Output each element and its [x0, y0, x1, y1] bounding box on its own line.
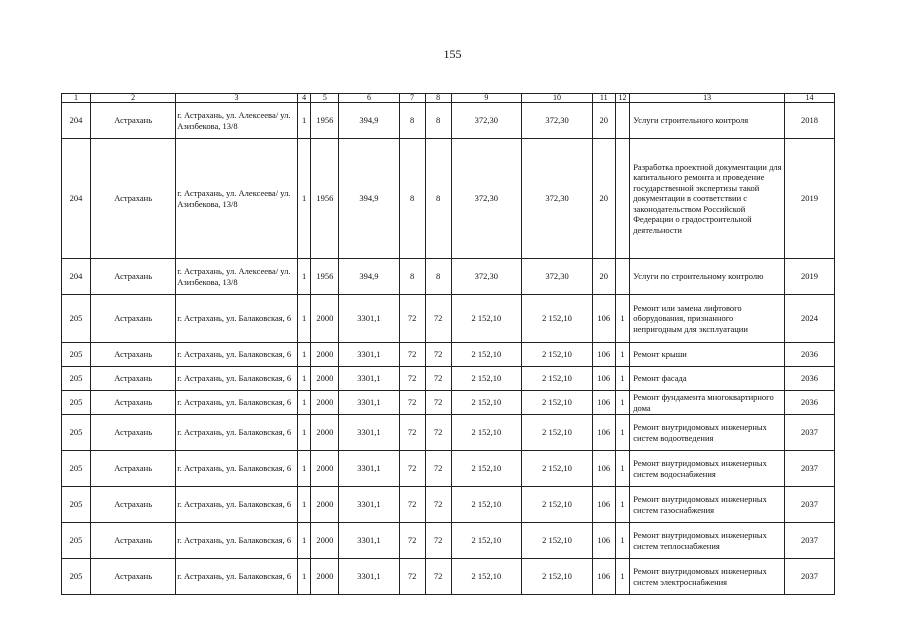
col-8-cell: 72: [425, 391, 451, 415]
row-number-cell: 205: [62, 415, 91, 451]
col-7-cell: 72: [399, 415, 425, 451]
total-area-cell: 3301,1: [339, 415, 399, 451]
total-area-cell: 3301,1: [339, 391, 399, 415]
area-value-2-cell: 372,30: [522, 139, 593, 259]
address-cell: г. Астрахань, ул. Балаковская, 6: [176, 415, 298, 451]
table-row: [62, 523, 835, 559]
column-number: 2: [91, 94, 176, 103]
table-row: [62, 391, 835, 415]
area-value-2-cell: 2 152,10: [522, 343, 593, 367]
col-7-cell: 8: [399, 139, 425, 259]
row-number-cell: 204: [62, 103, 91, 139]
area-value-2-cell: 2 152,10: [522, 523, 593, 559]
year-cell: 2037: [785, 559, 835, 595]
col-4-cell: 1: [297, 391, 311, 415]
area-value-1-cell: 372,30: [451, 103, 522, 139]
area-value-2-cell: 2 152,10: [522, 295, 593, 343]
area-value-1-cell: 2 152,10: [451, 391, 522, 415]
col-12-cell: 1: [615, 523, 630, 559]
address-cell: г. Астрахань, ул. Алексеевa/ ул. Азизбекова, 13/8: [176, 259, 298, 295]
work-type-cell: Ремонт фасада: [630, 367, 785, 391]
municipality-cell: Астрахань: [91, 559, 176, 595]
municipality-cell: Астрахань: [91, 139, 176, 259]
row-number-cell: 205: [62, 487, 91, 523]
work-type-cell: Разработка проектной документации для капитального ремонта и проведение государственной экспертизы такой документации в соответствии с законодательством Российской Федерации о градостроительной деятельности: [630, 139, 785, 259]
column-number: 11: [592, 94, 615, 103]
residents-count-cell: 106: [592, 343, 615, 367]
column-number: 8: [425, 94, 451, 103]
total-area-cell: 394,9: [339, 103, 399, 139]
column-number: 12: [615, 94, 630, 103]
year-built-cell: 2000: [311, 523, 339, 559]
column-number: 6: [339, 94, 399, 103]
residents-count-cell: 106: [592, 391, 615, 415]
table-row: [62, 451, 835, 487]
col-8-cell: 72: [425, 415, 451, 451]
address-cell: г. Астрахань, ул. Балаковская, 6: [176, 367, 298, 391]
col-4-cell: 1: [297, 343, 311, 367]
work-type-cell: Ремонт фундамента многоквартирного дома: [630, 391, 785, 415]
area-value-2-cell: 2 152,10: [522, 367, 593, 391]
year-cell: 2019: [785, 139, 835, 259]
address-cell: г. Астрахань, ул. Алексеева/ ул. Азизбекова, 13/8: [176, 139, 298, 259]
area-value-1-cell: 2 152,10: [451, 295, 522, 343]
col-8-cell: 72: [425, 451, 451, 487]
total-area-cell: 3301,1: [339, 487, 399, 523]
row-number-cell: 205: [62, 523, 91, 559]
col-7-cell: 72: [399, 295, 425, 343]
column-number: 1: [62, 94, 91, 103]
col-12-cell: 1: [615, 391, 630, 415]
area-value-2-cell: 2 152,10: [522, 391, 593, 415]
year-built-cell: 2000: [311, 415, 339, 451]
year-cell: 2037: [785, 487, 835, 523]
municipality-cell: Астрахань: [91, 259, 176, 295]
col-7-cell: 8: [399, 103, 425, 139]
row-number-cell: 205: [62, 367, 91, 391]
total-area-cell: 3301,1: [339, 523, 399, 559]
year-built-cell: 1956: [311, 259, 339, 295]
column-number: 3: [176, 94, 298, 103]
municipality-cell: Астрахань: [91, 487, 176, 523]
municipality-cell: Астрахань: [91, 295, 176, 343]
row-number-cell: 204: [62, 139, 91, 259]
col-4-cell: 1: [297, 103, 311, 139]
residents-count-cell: 20: [592, 103, 615, 139]
col-12-cell: 1: [615, 451, 630, 487]
work-type-cell: Ремонт внутридомовых инженерных систем теплоснабжения: [630, 523, 785, 559]
area-value-1-cell: 372,30: [451, 259, 522, 295]
year-built-cell: 2000: [311, 343, 339, 367]
col-8-cell: 72: [425, 559, 451, 595]
col-12-cell: 1: [615, 487, 630, 523]
work-type-cell: Услуги по строительному контролю: [630, 259, 785, 295]
page-number: 155: [443, 47, 462, 61]
row-number-cell: 205: [62, 343, 91, 367]
year-built-cell: 1956: [311, 103, 339, 139]
total-area-cell: 3301,1: [339, 451, 399, 487]
area-value-1-cell: 372,30: [451, 139, 522, 259]
municipality-cell: Астрахань: [91, 415, 176, 451]
col-7-cell: 72: [399, 367, 425, 391]
column-number: 7: [399, 94, 425, 103]
address-cell: г. Астрахань, ул. Алексеевa/ ул. Азизбекова, 13/8: [176, 103, 298, 139]
col-4-cell: 1: [297, 415, 311, 451]
year-cell: 2037: [785, 451, 835, 487]
year-built-cell: 1956: [311, 139, 339, 259]
col-12-cell: [615, 259, 630, 295]
col-12-cell: 1: [615, 367, 630, 391]
row-number-cell: 204: [62, 259, 91, 295]
year-built-cell: 2000: [311, 367, 339, 391]
residents-count-cell: 106: [592, 487, 615, 523]
year-cell: 2036: [785, 367, 835, 391]
total-area-cell: 3301,1: [339, 367, 399, 391]
col-7-cell: 72: [399, 487, 425, 523]
municipality-cell: Астрахань: [91, 103, 176, 139]
col-12-cell: 1: [615, 295, 630, 343]
col-8-cell: 72: [425, 295, 451, 343]
area-value-2-cell: 2 152,10: [522, 559, 593, 595]
year-built-cell: 2000: [311, 487, 339, 523]
total-area-cell: 3301,1: [339, 295, 399, 343]
municipality-cell: Астрахань: [91, 391, 176, 415]
area-value-1-cell: 2 152,10: [451, 451, 522, 487]
area-value-2-cell: 372,30: [522, 103, 593, 139]
year-cell: 2036: [785, 343, 835, 367]
column-number: 9: [451, 94, 522, 103]
total-area-cell: 3301,1: [339, 343, 399, 367]
table-body: [62, 94, 835, 595]
area-value-2-cell: 2 152,10: [522, 487, 593, 523]
table-row: [62, 367, 835, 391]
col-4-cell: 1: [297, 139, 311, 259]
table-row: [62, 139, 835, 259]
col-7-cell: 8: [399, 259, 425, 295]
work-type-cell: Ремонт внутридомовых инженерных систем водоотведения: [630, 415, 785, 451]
municipality-cell: Астрахань: [91, 343, 176, 367]
col-7-cell: 72: [399, 391, 425, 415]
table-row: [62, 103, 835, 139]
col-4-cell: 1: [297, 367, 311, 391]
municipality-cell: Астрахань: [91, 451, 176, 487]
col-4-cell: 1: [297, 259, 311, 295]
work-type-cell: Ремонт внутридомовых инженерных систем газоснабжения: [630, 487, 785, 523]
area-value-1-cell: 2 152,10: [451, 415, 522, 451]
year-cell: 2037: [785, 523, 835, 559]
col-8-cell: 72: [425, 487, 451, 523]
area-value-2-cell: 2 152,10: [522, 451, 593, 487]
work-type-cell: Ремонт внутридомовых инженерных систем водоснабжения: [630, 451, 785, 487]
year-built-cell: 2000: [311, 451, 339, 487]
residents-count-cell: 20: [592, 259, 615, 295]
col-7-cell: 72: [399, 343, 425, 367]
row-number-cell: 205: [62, 391, 91, 415]
table-row: [62, 415, 835, 451]
residents-count-cell: 106: [592, 367, 615, 391]
column-number: 13: [630, 94, 785, 103]
work-type-cell: Ремонт или замена лифтового оборудования, признанного непригодным для эксплуатации: [630, 295, 785, 343]
total-area-cell: 394,9: [339, 259, 399, 295]
residents-count-cell: 106: [592, 523, 615, 559]
col-8-cell: 8: [425, 139, 451, 259]
table-row: [62, 343, 835, 367]
col-8-cell: 72: [425, 523, 451, 559]
area-value-1-cell: 2 152,10: [451, 559, 522, 595]
col-12-cell: 1: [615, 415, 630, 451]
address-cell: г. Астрахань, ул. Балаковская, 6: [176, 295, 298, 343]
col-7-cell: 72: [399, 559, 425, 595]
repair-program-table: [61, 93, 835, 595]
area-value-1-cell: 2 152,10: [451, 487, 522, 523]
area-value-2-cell: 372,30: [522, 259, 593, 295]
table-row: [62, 295, 835, 343]
address-cell: г. Астрахань, ул. Балаковская, 6: [176, 523, 298, 559]
column-number-row: [62, 94, 835, 103]
column-number: 14: [785, 94, 835, 103]
row-number-cell: 205: [62, 451, 91, 487]
address-cell: г. Астрахань, ул. Балаковская, 6: [176, 487, 298, 523]
col-4-cell: 1: [297, 523, 311, 559]
col-8-cell: 8: [425, 259, 451, 295]
year-built-cell: 2000: [311, 391, 339, 415]
municipality-cell: Астрахань: [91, 367, 176, 391]
year-cell: 2024: [785, 295, 835, 343]
year-cell: 2037: [785, 415, 835, 451]
residents-count-cell: 106: [592, 451, 615, 487]
row-number-cell: 205: [62, 559, 91, 595]
column-number: 10: [522, 94, 593, 103]
work-type-cell: Ремонт внутридомовых инженерных систем электроснабжения: [630, 559, 785, 595]
year-cell: 2018: [785, 103, 835, 139]
col-8-cell: 72: [425, 343, 451, 367]
col-12-cell: 1: [615, 343, 630, 367]
residents-count-cell: 20: [592, 139, 615, 259]
table-row: [62, 259, 835, 295]
col-12-cell: 1: [615, 559, 630, 595]
residents-count-cell: 106: [592, 415, 615, 451]
residents-count-cell: 106: [592, 559, 615, 595]
total-area-cell: 3301,1: [339, 559, 399, 595]
col-4-cell: 1: [297, 295, 311, 343]
area-value-2-cell: 2 152,10: [522, 415, 593, 451]
col-12-cell: [615, 139, 630, 259]
table-row: [62, 487, 835, 523]
year-cell: 2019: [785, 259, 835, 295]
col-7-cell: 72: [399, 451, 425, 487]
municipality-cell: Астрахань: [91, 523, 176, 559]
address-cell: г. Астрахань, ул. Балаковская, 6: [176, 343, 298, 367]
col-4-cell: 1: [297, 487, 311, 523]
col-4-cell: 1: [297, 559, 311, 595]
residents-count-cell: 106: [592, 295, 615, 343]
col-7-cell: 72: [399, 523, 425, 559]
col-8-cell: 8: [425, 103, 451, 139]
table-row: [62, 559, 835, 595]
year-built-cell: 2000: [311, 559, 339, 595]
row-number-cell: 205: [62, 295, 91, 343]
address-cell: г. Астрахань, ул. Балаковская, 6: [176, 451, 298, 487]
column-number: 5: [311, 94, 339, 103]
address-cell: г. Астрахань, ул. Балаковская, 6: [176, 391, 298, 415]
area-value-1-cell: 2 152,10: [451, 523, 522, 559]
area-value-1-cell: 2 152,10: [451, 367, 522, 391]
year-cell: 2036: [785, 391, 835, 415]
work-type-cell: Ремонт крыши: [630, 343, 785, 367]
total-area-cell: 394,9: [339, 139, 399, 259]
area-value-1-cell: 2 152,10: [451, 343, 522, 367]
col-4-cell: 1: [297, 451, 311, 487]
work-type-cell: Услуги строительного контроля: [630, 103, 785, 139]
address-cell: г. Астрахань, ул. Балаковская, 6: [176, 559, 298, 595]
col-8-cell: 72: [425, 367, 451, 391]
column-number: 4: [297, 94, 311, 103]
col-12-cell: [615, 103, 630, 139]
year-built-cell: 2000: [311, 295, 339, 343]
